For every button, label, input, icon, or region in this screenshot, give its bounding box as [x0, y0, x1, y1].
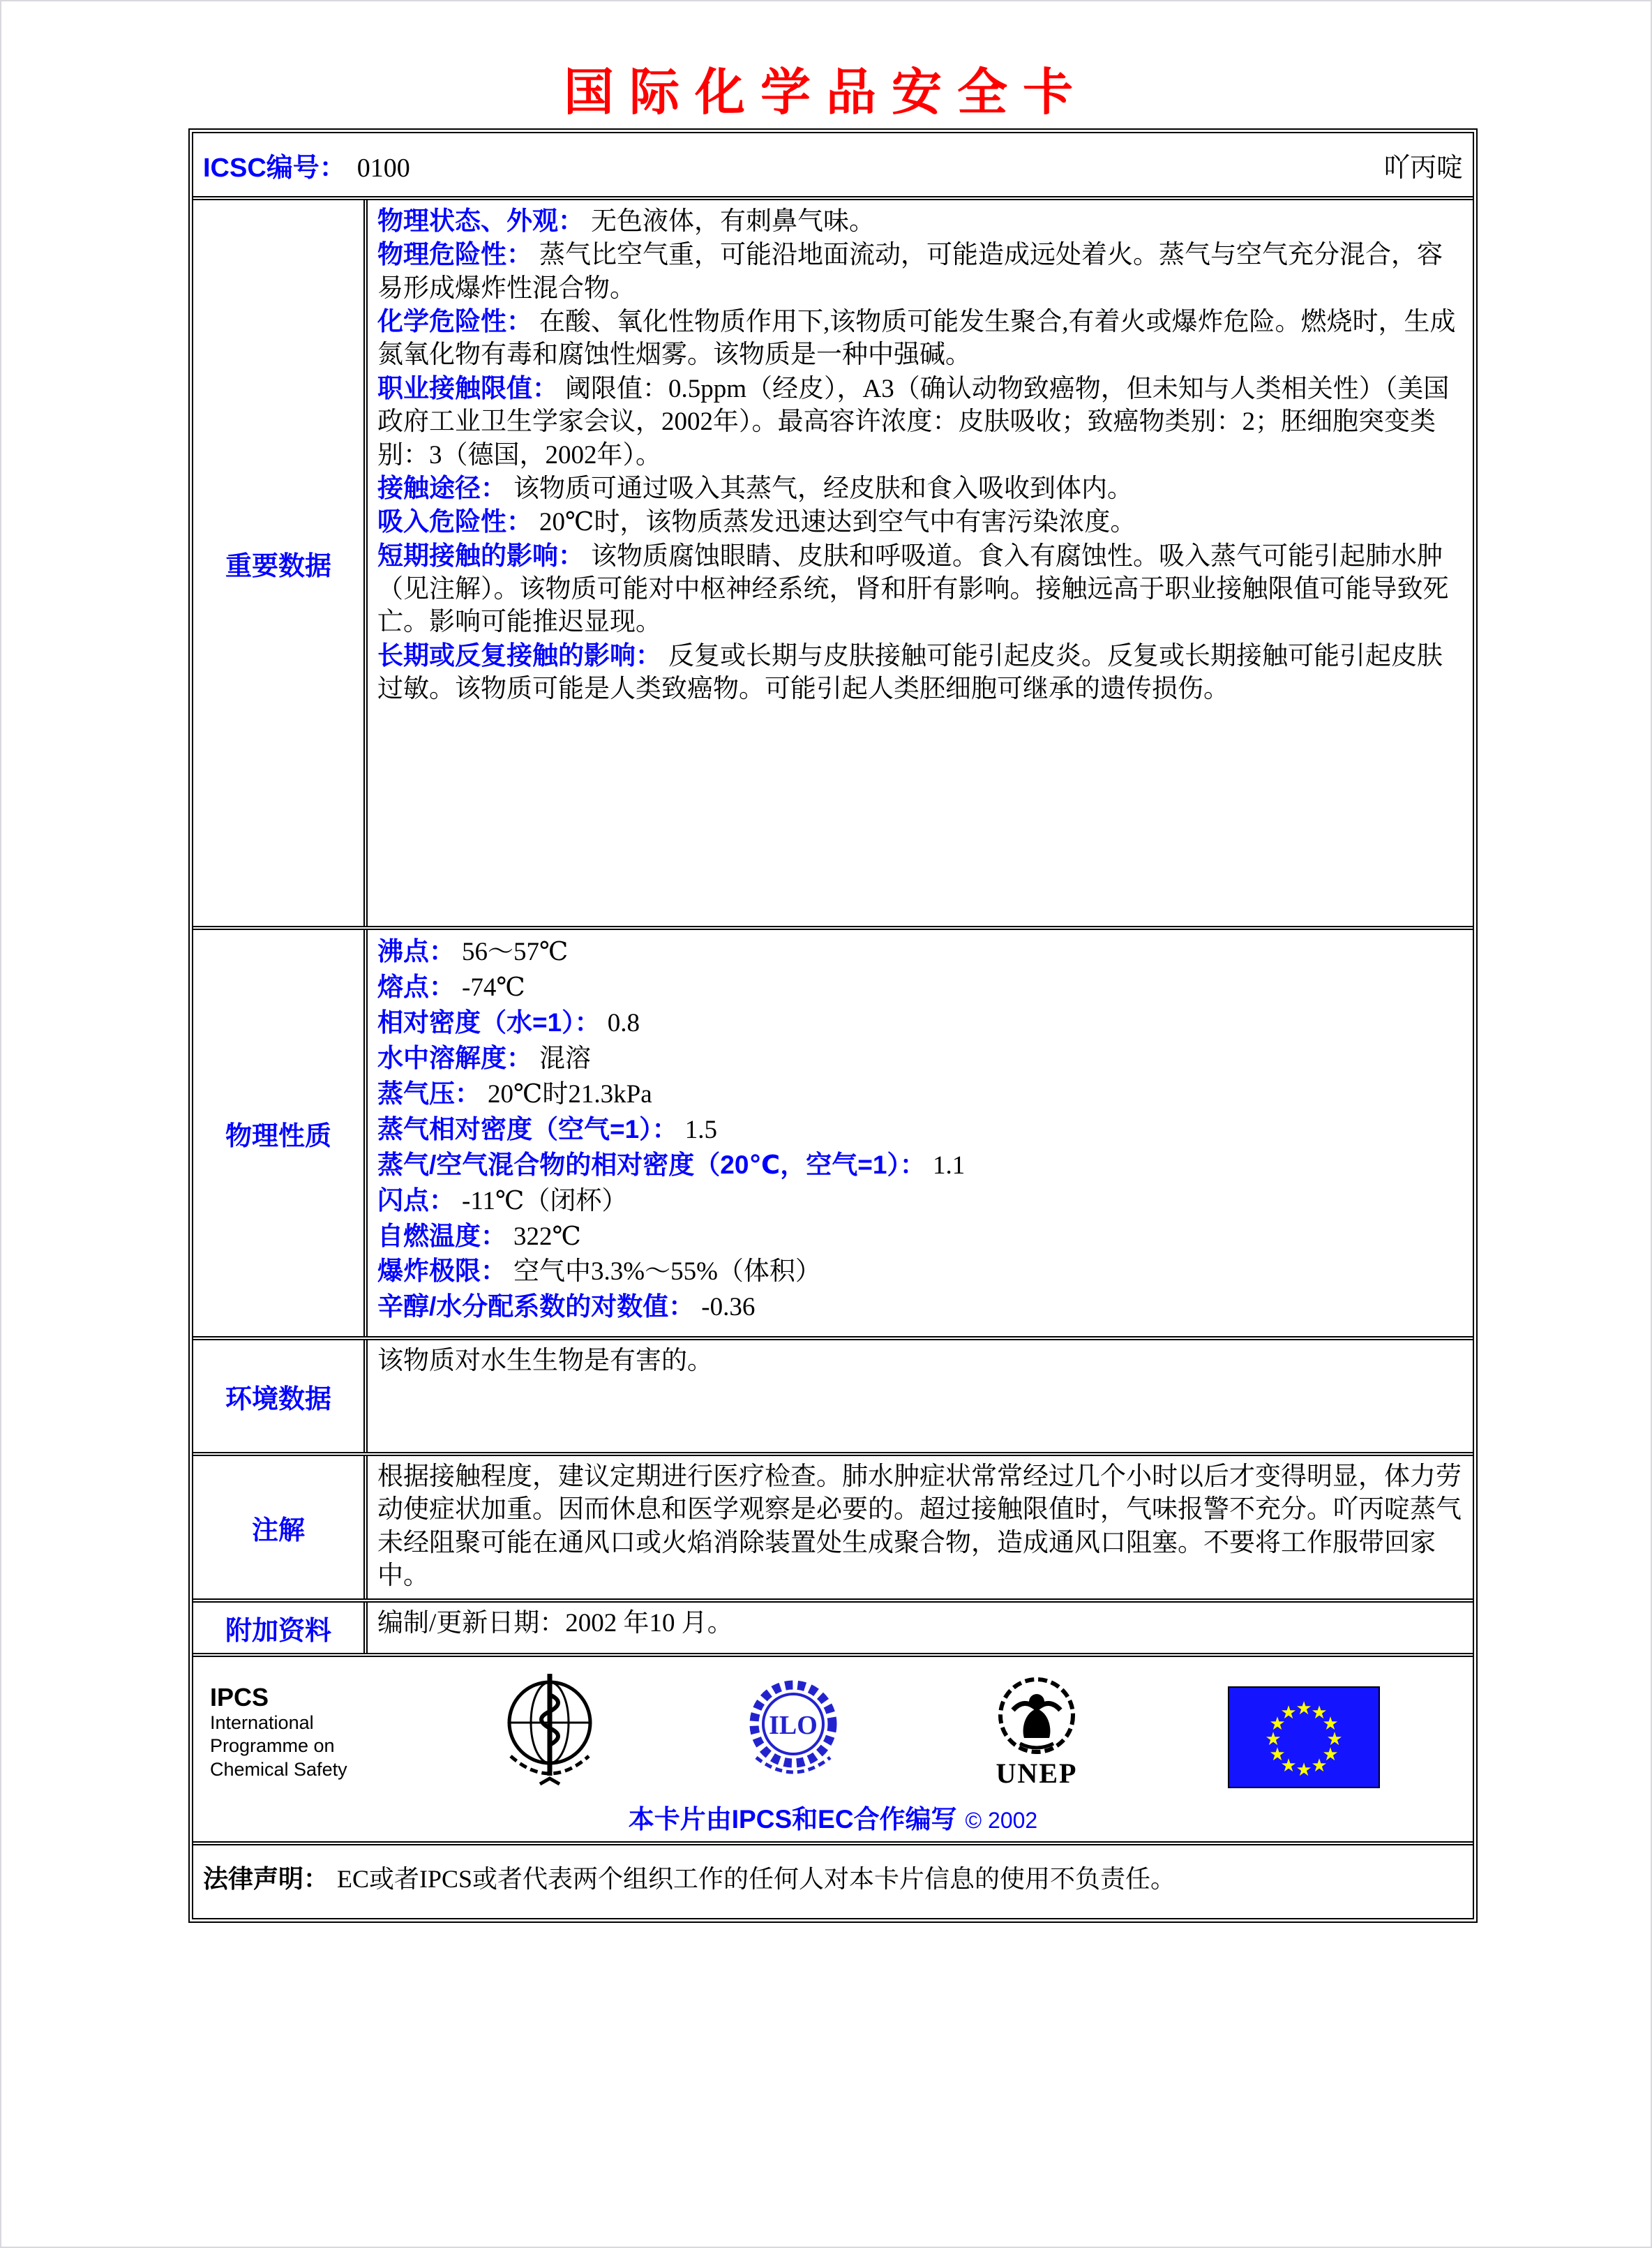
- organizations-row: [193, 1657, 1473, 1845]
- svg-text:★: ★: [1265, 1729, 1282, 1750]
- ilo-letters: ILO: [769, 1711, 818, 1740]
- physical-item: [377, 1219, 1464, 1254]
- page-title: 国际化学品安全卡: [563, 65, 1088, 121]
- field-name: 水中溶解度：: [377, 1043, 532, 1072]
- field-name: 长期或反复接触的影响：: [377, 640, 661, 670]
- environmental-data-content: 该物质对水生生物是有害的。: [377, 1347, 713, 1375]
- field-name: 物理危险性：: [377, 240, 532, 269]
- field-name: 自燃温度：: [377, 1221, 506, 1250]
- field-value: 0.8: [607, 1008, 640, 1037]
- ipcs-title: IPCS: [210, 1683, 269, 1711]
- eu-flag-icon: [1228, 1671, 1380, 1792]
- field-value: -11℃（闭杯）: [462, 1186, 628, 1215]
- field-value: 无色液体，有刺鼻气味。: [591, 207, 875, 236]
- ilo-logo-icon: [741, 1671, 846, 1792]
- svg-text:★: ★: [1280, 1702, 1297, 1723]
- important-data-row: [193, 200, 1473, 930]
- cooperation-caption: [193, 1798, 1473, 1836]
- svg-text:★: ★: [1326, 1729, 1343, 1750]
- field-value: 20℃时，该物质蒸发迅速达到空气中有害污染浓度。: [539, 508, 1136, 537]
- field-value: 混溶: [539, 1044, 591, 1073]
- icsc-table: [188, 128, 1478, 1923]
- who-logo-icon: [494, 1671, 606, 1799]
- legal-statement-text: EC或者IPCS或者代表两个组织工作的任何人对本卡片信息的使用不负责任。: [337, 1865, 1176, 1893]
- unep-logo-icon: [981, 1671, 1092, 1799]
- physical-item: [377, 1148, 1464, 1183]
- logos-strip: [210, 1671, 1448, 1799]
- important-item: [377, 472, 1464, 505]
- legal-statement-row: [193, 1845, 1473, 1918]
- notes-row: [193, 1456, 1473, 1603]
- field-name: 爆炸极限：: [377, 1257, 506, 1286]
- svg-text:★: ★: [1311, 1755, 1328, 1776]
- chemical-name: 吖丙啶: [1383, 153, 1463, 183]
- section-label-notes: 注解: [193, 1456, 368, 1598]
- field-value: 空气中3.3%～55%（体积）: [513, 1257, 821, 1287]
- field-name: 蒸气压：: [377, 1079, 481, 1108]
- physical-item: [377, 934, 1464, 970]
- svg-text:★: ★: [1322, 1744, 1339, 1765]
- field-name: 相对密度（水=1）：: [377, 1007, 601, 1037]
- field-name: 职业接触限值：: [377, 373, 558, 403]
- svg-text:★: ★: [1280, 1755, 1297, 1776]
- svg-text:★: ★: [1296, 1698, 1312, 1719]
- important-item: [377, 639, 1464, 706]
- important-item: [377, 539, 1464, 639]
- environmental-data-row: [193, 1340, 1473, 1456]
- unep-letters: UNEP: [996, 1758, 1078, 1789]
- notes-content: 根据接触程度，建议定期进行医疗检查。肺水肿症状常常经过几个小时以后才变得明显，体力劳动使症状加重。因而休息和医学观察是必要的。超过接触限值时，气味报警不充分。吖丙啶蒸气未经阻聚可能在通风口或火焰消除装置处生成聚合物，造成通风口阻塞。不要将工作服带回家中。: [377, 1462, 1462, 1591]
- field-name: 辛醇/水分配系数的对数值：: [377, 1292, 695, 1321]
- section-label-physical-properties: 物理性质: [193, 930, 368, 1336]
- section-label-additional-info: 附加资料: [193, 1603, 368, 1653]
- important-item: [377, 505, 1464, 539]
- physical-properties-row: [193, 930, 1473, 1340]
- field-name: 接触途径：: [377, 473, 506, 502]
- svg-text:★: ★: [1269, 1714, 1286, 1734]
- field-name: 蒸气相对密度（空气=1）：: [377, 1114, 678, 1144]
- ipcs-subtitle-line: Chemical Safety: [210, 1759, 347, 1781]
- field-value: 20℃时21.3kPa: [488, 1079, 652, 1109]
- physical-item: [377, 1041, 1464, 1077]
- field-value: 反复或长期与皮肤接触可能引起皮炎。反复或长期接触可能引起皮肤过敏。该物质可能是人类致癌物。可能引起人类胚细胞可继承的遗传损伤。: [377, 641, 1443, 704]
- icsc-number-group: [203, 146, 410, 184]
- field-value: 在酸、氧化性物质作用下,该物质可能发生聚合,有着火或爆炸危险。燃烧时，生成氮氧化物有毒和腐蚀性烟雾。该物质是一种中强碱。: [377, 308, 1456, 370]
- physical-item: [377, 1183, 1464, 1219]
- field-name: 闪点：: [377, 1185, 455, 1215]
- field-name: 短期接触的影响：: [377, 541, 584, 570]
- physical-item: [377, 970, 1464, 1005]
- field-value: 阈限值：0.5ppm（经皮），A3（确认动物致癌物，但未知与人类相关性）（美国政府工业卫生学家会议，2002年）。最高容许浓度：皮肤吸收；致癌物类别：2；胚细胞突变类别：3（德国，2002年）。: [377, 374, 1450, 470]
- important-item: [377, 372, 1464, 472]
- svg-text:★: ★: [1322, 1714, 1339, 1734]
- field-value: 322℃: [513, 1222, 581, 1251]
- field-value: 1.5: [684, 1115, 717, 1144]
- copyright-text: © 2002: [965, 1808, 1038, 1833]
- icsc-number-value: 0100: [356, 153, 410, 183]
- ipcs-text-block: [210, 1671, 426, 1782]
- svg-text:★: ★: [1311, 1702, 1328, 1723]
- field-value: 蒸气比空气重，可能沿地面流动，可能造成远处着火。蒸气与空气充分混合，容易形成爆炸性混合物。: [377, 241, 1443, 303]
- svg-text:★: ★: [1269, 1744, 1286, 1765]
- field-name: 蒸气/空气混合物的相对密度（20℃，空气=1）：: [377, 1150, 926, 1179]
- important-item: [377, 204, 1464, 238]
- additional-info-row: [193, 1603, 1473, 1657]
- important-item: [377, 305, 1464, 372]
- physical-properties-content: [368, 930, 1473, 1336]
- field-name: 熔点：: [377, 972, 455, 1001]
- icsc-number-label: ICSC编号：: [203, 153, 346, 183]
- field-value: 56～57℃: [462, 938, 569, 966]
- physical-item: [377, 1289, 1464, 1325]
- important-item: [377, 238, 1464, 305]
- field-value: -74℃: [462, 973, 525, 1002]
- field-name: 吸入危险性：: [377, 507, 532, 537]
- important-data-content: [368, 200, 1473, 926]
- field-name: 物理状态、外观：: [377, 207, 584, 235]
- physical-item: [377, 1112, 1464, 1148]
- physical-item: [377, 1077, 1464, 1112]
- logo-zone: [426, 1671, 1448, 1799]
- ipcs-subtitle-line: Programme on: [210, 1735, 335, 1757]
- ipcs-subtitle-line: International: [210, 1711, 314, 1733]
- field-name: 沸点：: [377, 937, 455, 966]
- header-row: [193, 133, 1473, 200]
- physical-item: [377, 1005, 1464, 1041]
- field-value: -0.36: [701, 1293, 756, 1322]
- caption-text: 本卡片由IPCS和EC合作编写: [628, 1805, 957, 1834]
- field-value: 该物质可通过吸入其蒸气，经皮肤和食入吸收到体内。: [513, 474, 1133, 503]
- physical-item: [377, 1254, 1464, 1289]
- field-value: 该物质腐蚀眼睛、皮肤和呼吸道。食入有腐蚀性。吸入蒸气可能引起肺水肿（见注解）。该物质可能对中枢神经系统，肾和肝有影响。接触远高于职业接触限值可能导致死亡。影响可能推迟显现。: [377, 541, 1449, 637]
- field-name: 化学危险性：: [377, 307, 532, 336]
- svg-text:★: ★: [1296, 1760, 1312, 1781]
- additional-info-content: 编制/更新日期：2002 年10 月。: [377, 1609, 733, 1638]
- field-value: 1.1: [932, 1151, 966, 1180]
- section-label-important-data: 重要数据: [193, 200, 368, 926]
- section-label-environmental-data: 环境数据: [193, 1340, 368, 1452]
- legal-statement-label: 法律声明：: [203, 1864, 329, 1893]
